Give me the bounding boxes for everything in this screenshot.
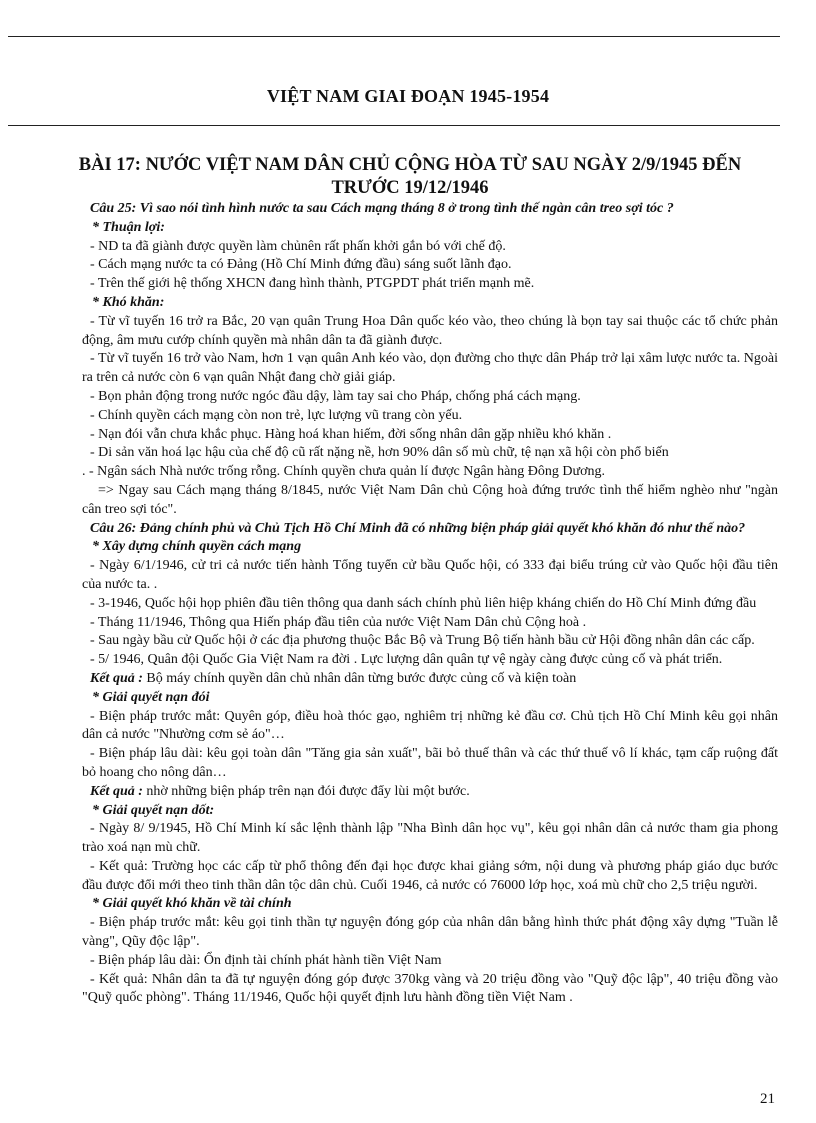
result-text: nhờ những biện pháp trên nạn đói được đẩy lùi một bước. <box>146 783 470 799</box>
difficulties-heading: * Khó khăn: <box>92 294 165 310</box>
list-item: - Sau ngày bầu cử Quốc hội ở các địa phương thuộc Bắc Bộ và Trung Bộ tiến hành bầu cử Hội đồng nhân dân các cấp. <box>90 633 755 649</box>
document-body <box>82 200 778 1008</box>
list-item: - Tháng 11/1946, Thông qua Hiến pháp đầu tiên của nước Việt Nam Dân chủ Cộng hoà . <box>90 614 587 630</box>
list-item: - Chính quyền cách mạng còn non trẻ, lực lượng vũ trang còn yếu. <box>90 407 463 423</box>
result-line <box>82 783 778 802</box>
list-item: - Biện pháp lâu dài: kêu gọi toàn dân "Tăng gia sản xuất", bãi bỏ thuế thân và các thứ thuế vô lí khác, tạm cấp ruộng đất bỏ hoang cho nông dân… <box>82 746 778 780</box>
list-item: - Kết quả: Trường học các cấp từ phổ thông đến đại học được khai giảng sớm, nội dung và phương pháp giáo dục bước đầu được đổi mới theo tinh thần dân tộc dân chủ. Cuối 1946, cả nước có 76000 lớp học, xoá mù chữ cho 2,5 triệu người. <box>82 858 778 893</box>
list-item: - Di sản văn hoá lạc hậu của chế độ cũ rất nặng nề, hơn 90% dân số mù chữ, tệ nạn xã hội còn phổ biến <box>90 445 669 461</box>
result-label: Kết quả : <box>90 670 143 686</box>
list-item: - Cách mạng nước ta có Đảng (Hồ Chí Minh đứng đầu) sáng suốt lãnh đạo. <box>90 257 512 273</box>
heading-rule <box>8 125 780 126</box>
list-item: - 5/ 1946, Quân đội Quốc Gia Việt Nam ra đời . Lực lượng dân quân tự vệ ngày càng được củng cố và phát triển. <box>90 652 723 668</box>
list-item: - Bọn phản động trong nước ngóc đầu dậy, làm tay sai cho Pháp, chống phá cách mạng. <box>90 388 581 404</box>
list-item: - Trên thế giới hệ thống XHCN đang hình thành, PTGPDT phát triển mạnh mẽ. <box>90 276 535 292</box>
result-text: Bộ máy chính quyền dân chủ nhân dân từng bước được củng cố và kiện toàn <box>146 670 577 686</box>
list-item: - Ngày 8/ 9/1945, Hồ Chí Minh kí sắc lệnh thành lập "Nha Bình dân học vụ", kêu gọi nhân dân cả nước tham gia phong trào xoá nạn mù chữ. <box>82 821 778 856</box>
section-heading: * Giải quyết khó khăn về tài chính <box>92 896 292 912</box>
result-label: Kết quả : <box>90 783 143 799</box>
page-number: 21 <box>760 1091 775 1107</box>
lesson-title: BÀI 17: NƯỚC VIỆT NAM DÂN CHỦ CỘNG HÒA TỪ SAU NGÀY 2/9/1945 ĐẾN TRƯỚC 19/12/1946 <box>78 155 742 198</box>
conclusion: => Ngay sau Cách mạng tháng 8/1845, nước Việt Nam Dân chủ Cộng hoà đứng trước tình thế hiểm nghèo như "ngàn cân treo sợi tóc". <box>82 482 778 517</box>
section-heading: * Giải quyết nạn đói <box>92 689 210 705</box>
result-line <box>82 670 778 689</box>
list-item: - Ngày 6/1/1946, cử tri cả nước tiến hành Tổng tuyển cử bầu Quốc hội, có 333 đại biểu trúng cử vào Quốc hội đầu tiên của nước ta. . <box>82 558 778 592</box>
section-heading: * Xây dựng chính quyền cách mạng <box>92 539 302 555</box>
list-item: - Biện pháp trước mắt: kêu gọi tinh thần tự nguyện đóng góp của nhân dân bằng hình thức phát động xây dựng "Tuần lễ vàng", Qũy độc lập". <box>82 915 778 950</box>
list-item: - Kết quả: Nhân dân ta đã tự nguyện đóng góp được 370kg vàng và 20 triệu đồng vào "Quỹ độc lập", 40 triệu đồng vào "Quỹ quốc phòng". Tháng 11/1946, Quốc hội quyết định lưu hành đồng tiền Việt Nam . <box>82 971 778 1006</box>
list-item: . - Ngân sách Nhà nước trống rỗng. Chính quyền chưa quản lí được Ngân hàng Đông Dương. <box>82 464 606 480</box>
list-item: - Biện pháp trước mắt: Quyên góp, điều hoà thóc gạo, nghiêm trị những kẻ đầu cơ. Chủ tịch Hồ Chí Minh kêu gọi nhân dân cả nước "Nhường cơm sẻ áo"… <box>82 708 778 743</box>
list-item: - Nạn đói vẫn chưa khắc phục. Hàng hoá khan hiếm, đời sống nhân dân gặp nhiều khó khăn . <box>90 426 612 442</box>
advantages-heading: * Thuận lợi: <box>92 219 165 235</box>
list-item: - Từ vĩ tuyến 16 trở vào Nam, hơn 1 vạn quân Anh kéo vào, dọn đường cho thực dân Pháp trở lại xâm lược nước ta. Ngoài ra trên cả nước còn 6 vạn quân Nhật đang chờ giải giáp. <box>82 351 778 386</box>
question-25: Câu 25: Vì sao nói tình hình nước ta sau Cách mạng tháng 8 ở trong tình thế ngàn cân treo sợi tóc ? <box>90 201 674 216</box>
list-item: - Biện pháp lâu dài: Ổn định tài chính phát hành tiền Việt Nam <box>90 952 442 968</box>
question-26: Câu 26: Đảng chính phủ và Chủ Tịch Hồ Chí Minh đã có những biện pháp giải quyết khó khăn đó như thế nào? <box>90 520 746 536</box>
list-item: - 3-1946, Quốc hội họp phiên đầu tiên thông qua danh sách chính phủ liên hiệp kháng chiến do Hồ Chí Minh đứng đầu <box>90 595 757 611</box>
page-heading: VIỆT NAM GIAI ĐOẠN 1945-1954 <box>266 86 550 106</box>
list-item: - Từ vĩ tuyến 16 trở ra Bắc, 20 vạn quân Trung Hoa Dân quốc kéo vào, theo chúng là bọn tay sai thuộc các tổ chức phản động, âm mưu cướp chính quyền mà nhân dân ta đã giành được. <box>82 313 778 348</box>
list-item: - ND ta đã giành được quyền làm chủnên rất phấn khởi gắn bó với chế độ. <box>90 238 506 254</box>
section-heading: * Giải quyết nạn dốt: <box>92 802 215 818</box>
top-rule <box>8 36 780 37</box>
